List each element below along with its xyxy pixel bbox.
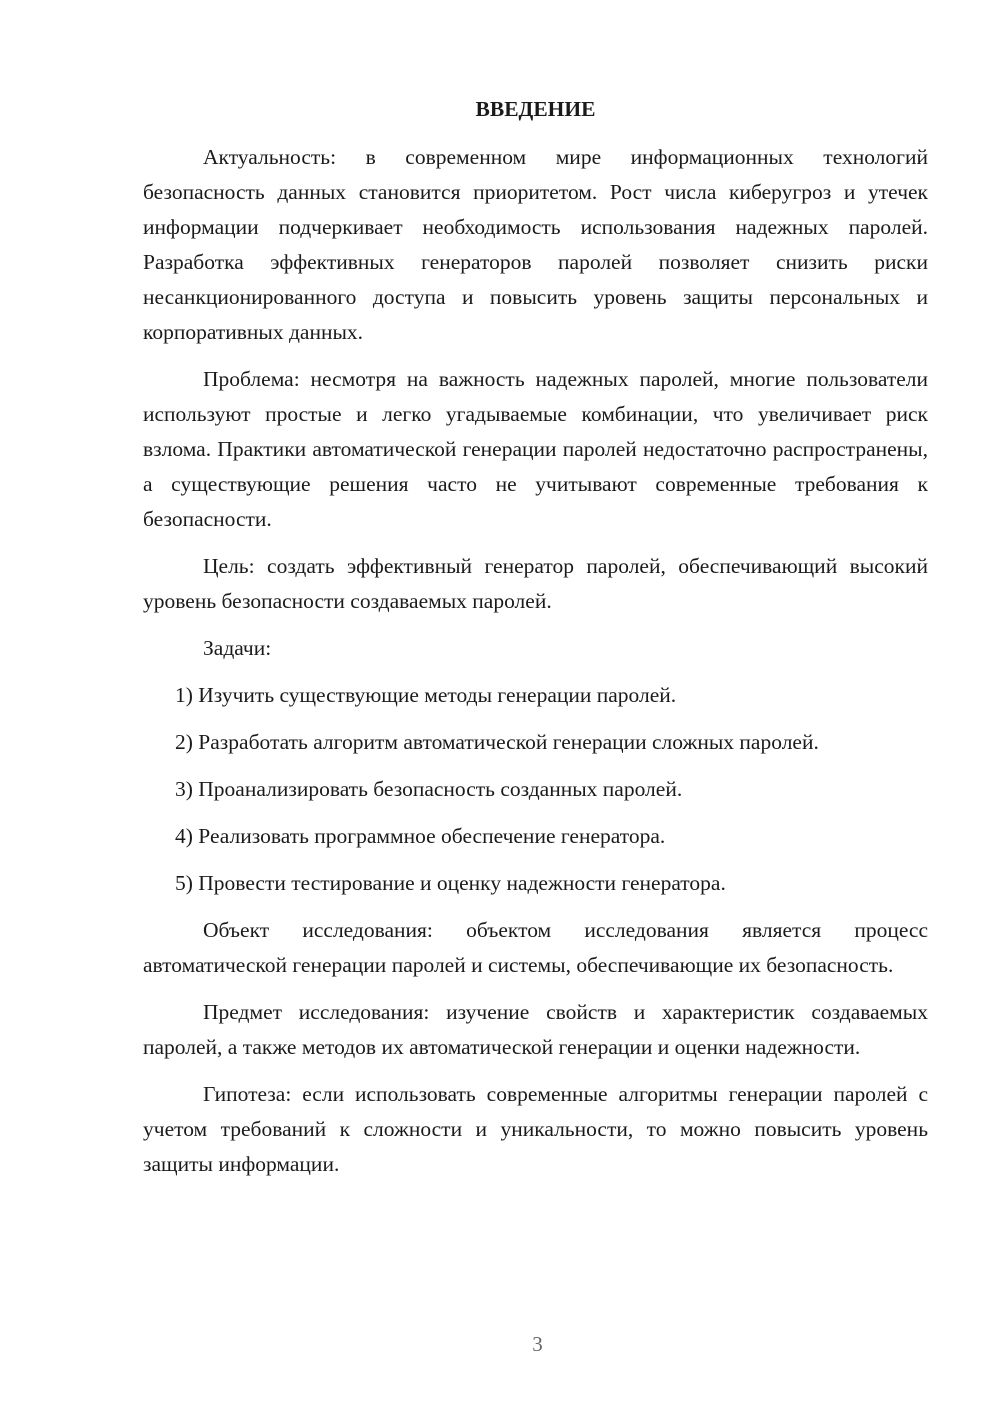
task-item-1: 1) Изучить существующие методы генерации паролей. xyxy=(175,683,677,707)
page-content xyxy=(143,92,928,1194)
paragraph-tasks-heading: Задачи: xyxy=(203,636,272,660)
task-item-3: 3) Проанализировать безопасность созданных паролей. xyxy=(175,777,683,801)
section-title: ВВЕДЕНИЕ xyxy=(475,97,596,121)
paragraph-goal: Цель: создать эффективный генератор паролей, обеспечивающий высокий уровень безопасности создаваемых паролей. xyxy=(143,554,928,613)
page-number: 3 xyxy=(532,1332,543,1356)
paragraph-problem: Проблема: несмотря на важность надежных паролей, многие пользователи используют простые и легко угадываемые комбинации, что увеличивает риск взлома. Практики автоматической генерации паролей недостаточно распространены, а существующие решения часто не учитывают современные требования к безопасности. xyxy=(143,367,928,531)
task-item-4: 4) Реализовать программное обеспечение генератора. xyxy=(175,824,666,848)
task-item-5: 5) Провести тестирование и оценку надежности генератора. xyxy=(175,871,726,895)
paragraph-relevance: Актуальность: в современном мире информационных технологий безопасность данных становится приоритетом. Рост числа киберугроз и утечек информации подчеркивает необходимость использования надежных паролей. Разработка эффективных генераторов паролей позволяет снизить риски несанкционированного доступа и повысить уровень защиты персональных и корпоративных данных. xyxy=(143,145,928,344)
paragraph-hypothesis: Гипотеза: если использовать современные алгоритмы генерации паролей с учетом требований к сложности и уникальности, то можно повысить уровень защиты информации. xyxy=(143,1082,928,1176)
paragraph-object: Объект исследования: объектом исследования является процесс автоматической генерации паролей и системы, обеспечивающие их безопасность. xyxy=(143,918,928,977)
task-item-2: 2) Разработать алгоритм автоматической генерации сложных паролей. xyxy=(175,730,819,754)
paragraph-subject: Предмет исследования: изучение свойств и характеристик создаваемых паролей, а также методов их автоматической генерации и оценки надежности. xyxy=(143,1000,928,1059)
